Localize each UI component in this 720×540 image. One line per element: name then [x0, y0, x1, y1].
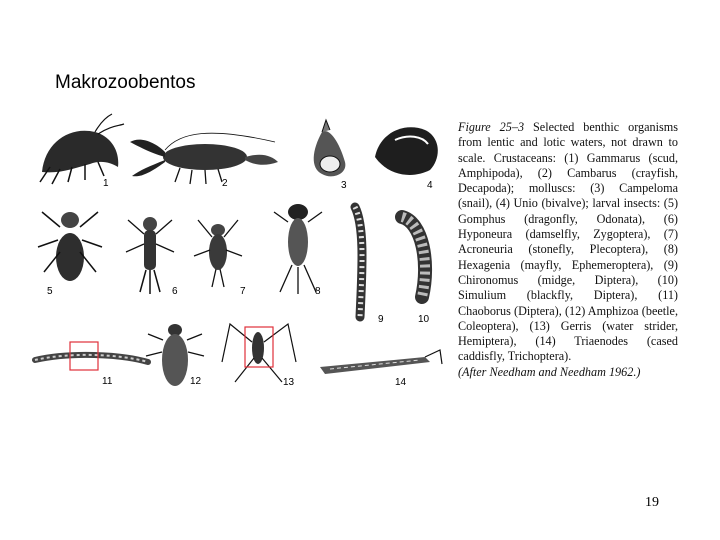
- organism-scud: [40, 114, 124, 184]
- label-8: 8: [315, 286, 321, 297]
- organism-water-strider: [222, 324, 296, 382]
- label-13: 13: [283, 377, 295, 388]
- label-3: 3: [341, 180, 347, 191]
- organism-dragonfly-larva: [38, 212, 102, 281]
- label-2: 2: [222, 178, 228, 189]
- organism-crayfish: [130, 133, 278, 184]
- label-10: 10: [418, 314, 430, 325]
- organism-blackfly-larva: [402, 217, 425, 297]
- figure-credit: (After Needham and Needham 1962.): [458, 364, 641, 379]
- organism-stonefly-larva: [194, 220, 242, 287]
- label-4: 4: [427, 180, 433, 191]
- organism-bivalve: [375, 127, 438, 175]
- label-5: 5: [47, 286, 53, 297]
- slide-title: Makrozoobentos: [55, 72, 196, 93]
- organism-damselfly-larva: [126, 217, 174, 294]
- figure-label: Figure 25–3: [458, 120, 525, 134]
- organism-midge-larva: [355, 207, 362, 317]
- page-number: 19: [645, 495, 659, 510]
- organism-snail: [314, 120, 346, 176]
- organism-caddisfly-case: [320, 350, 442, 374]
- label-1: 1: [103, 178, 109, 189]
- figure-caption: [458, 120, 678, 380]
- organism-mayfly-larva: [274, 204, 322, 294]
- label-12: 12: [190, 376, 202, 387]
- label-7: 7: [240, 286, 246, 297]
- label-6: 6: [172, 286, 178, 297]
- benthic-organisms-figure: [30, 112, 455, 397]
- label-11: 11: [102, 376, 113, 387]
- caption-text: Selected benthic organisms from lentic and lotic waters, not drawn to scale. Crustaceans: (1) Gammarus (scud, Amphipoda), (2) Cambarus (crayfish, Decapoda); molluscs: (3) Campeloma (snail), (4) Unio (bivalve); larval insects: (5) Gomphus (dragonfly, Odonata), (6) Hyponeura (damselfly, Zygoptera), (7) Acroneuria (stonefly, Plecoptera), (8) Hexagenia (mayfly, Ephemeroptera), (9) Chironomus (midge, Diptera), (10) Simulium (blackfly, Diptera), (11) Chaoborus (Diptera), (12) Amphizoa (beetle, Coleoptera), (13) Gerris (water strider, Hemiptera), (14) Triaenodes (cased caddisfly, Trichoptera).: [458, 120, 678, 364]
- label-14: 14: [395, 377, 407, 388]
- label-9: 9: [378, 314, 384, 325]
- organism-phantom-midge-larva: [35, 355, 148, 362]
